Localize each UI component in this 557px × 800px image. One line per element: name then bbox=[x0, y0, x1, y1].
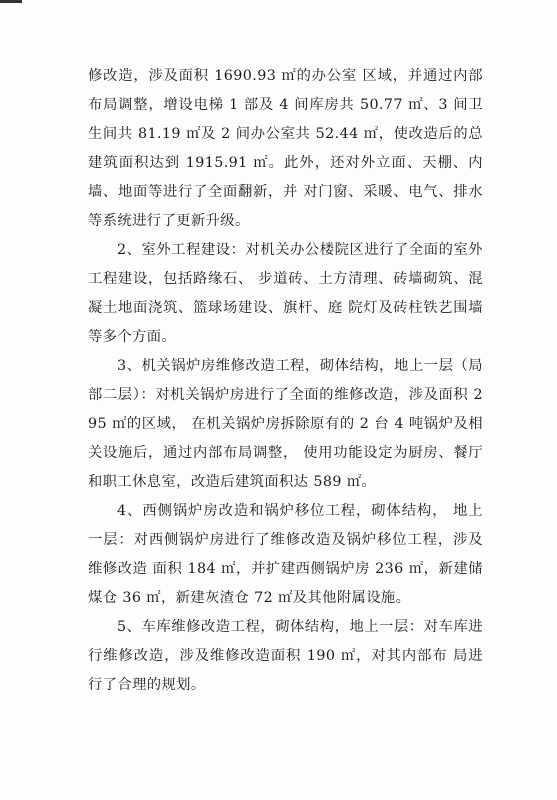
document-body bbox=[88, 62, 483, 700]
paragraph-outdoor-works: 2、室外工程建设：对机关办公楼院区进行了全面的室外工程建设，包括路缘石、 步道砖、土方清理、砖墙砌筑、混凝土地面浇筑、篮球场建设、旗杆、庭 院灯及砖柱铁艺围墙等多个方面。 bbox=[88, 242, 483, 345]
paragraph-boiler-room-renovation: 3、机关锅炉房维修改造工程，砌体结构，地上一层（局部二层）：对机关锅炉房进行了全面的维修改造，涉及面积 295 ㎡的区域， 在机关锅炉房拆除原有的 2 台 4 吨锅炉及相关设施后，通过内部布局调整， 使用功能设定为厨房、餐厅和职工休息室，改造后建筑面积达 589 ㎡。 bbox=[88, 358, 483, 490]
scan-corner-mark bbox=[0, 0, 22, 3]
paragraph-west-boiler-room: 4、西侧锅炉房改造和锅炉移位工程，砌体结构， 地上一层：对西侧锅炉房进行了维修改造及锅炉移位工程，涉及维修改造 面积 184 ㎡，并扩建西侧锅炉房 236 ㎡，新建储煤仓 36 ㎡，新建灰渣仓 72 ㎡及其他附属设施。 bbox=[88, 503, 483, 606]
paragraph-garage-renovation: 5、车库维修改造工程，砌体结构，地上一层：对车库进行维修改造，涉及维修改造面积 190 ㎡，对其内部布 局进行了合理的规划。 bbox=[88, 619, 483, 693]
paragraph-office-renovation-continued: 修改造，涉及面积 1690.93 ㎡的办公室 区域，并通过内部布局调整，增设电梯 1 部及 4 间库房共 50.77 ㎡、3 间卫 生间共 81.19 ㎡及 2 间办公室共 52.44 ㎡，使改造后的总建筑面积达到 1915.91 ㎡。此外，还对外立面、天棚、内墙、地面等进行了全面翻新，并 对门窗、采暖、电气、排水等系统进行了更新升级。 bbox=[88, 68, 483, 229]
